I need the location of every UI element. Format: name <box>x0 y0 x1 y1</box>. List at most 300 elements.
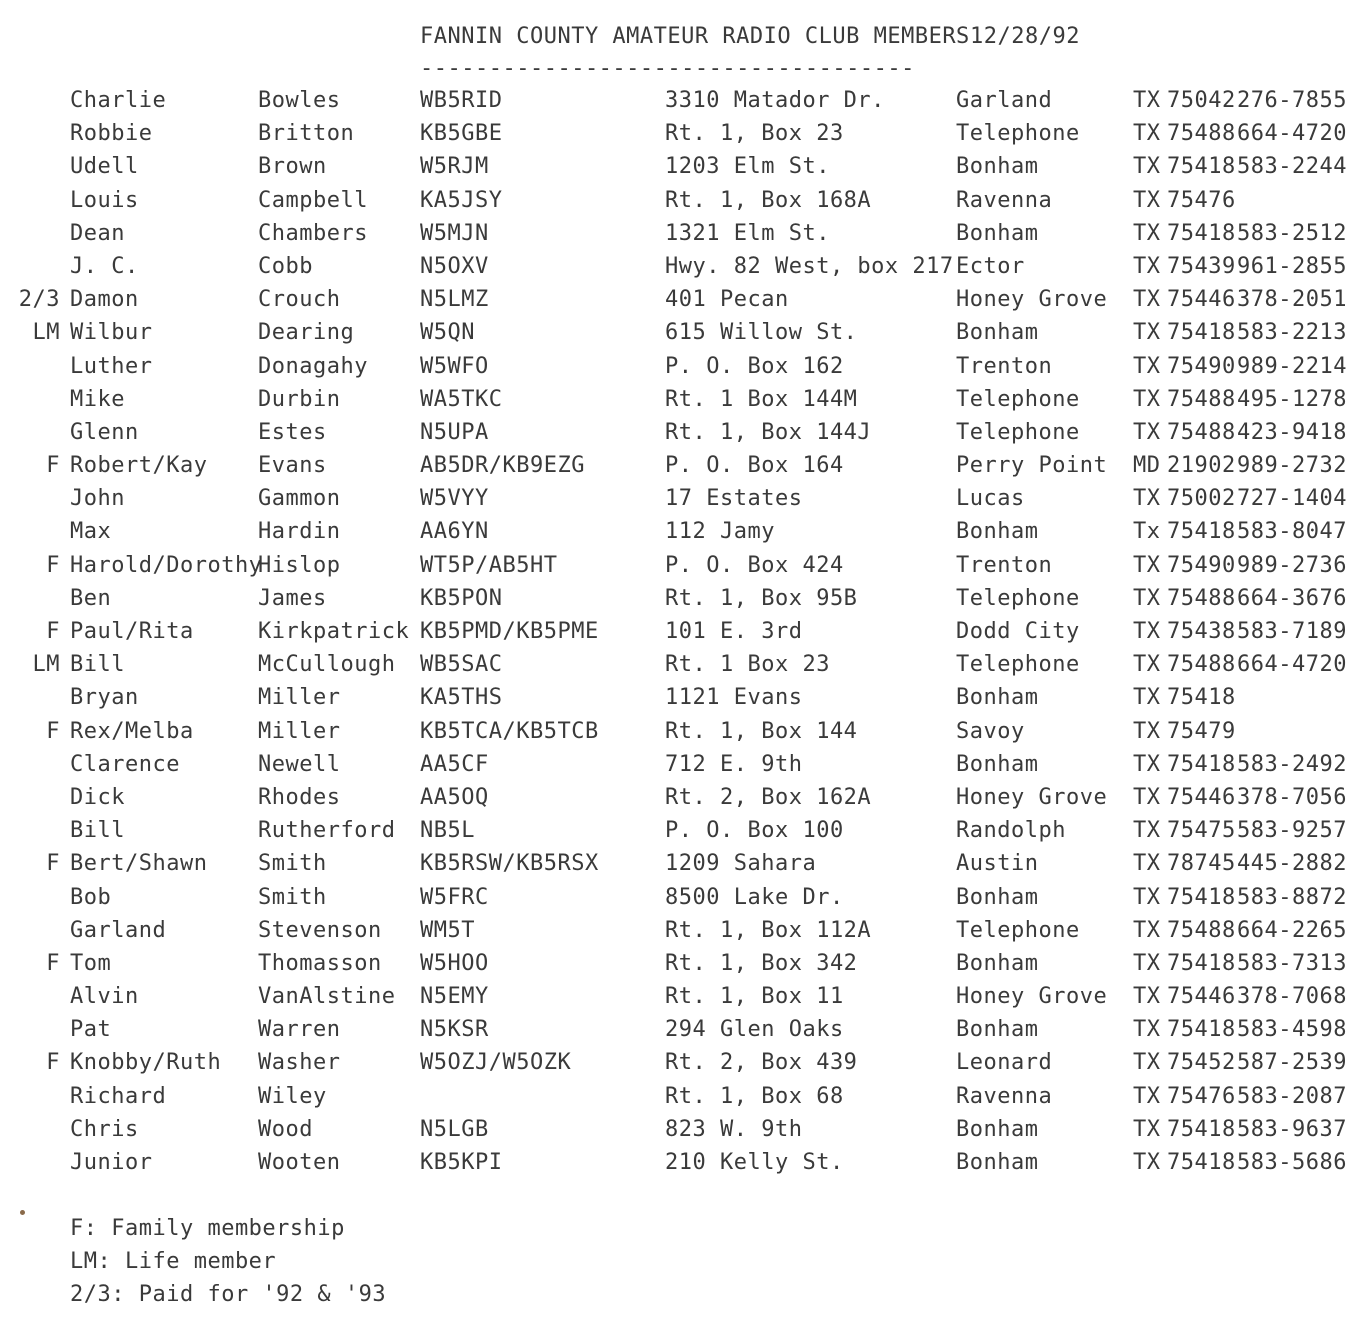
member-zip: 75418 <box>1167 519 1236 545</box>
member-row <box>0 1050 1357 1083</box>
member-callsign: WA5TKC <box>420 386 503 412</box>
member-callsign: AA5CF <box>420 751 489 777</box>
member-city: Bonham <box>956 1017 1039 1043</box>
member-city: Dodd City <box>956 619 1080 644</box>
member-state: TX <box>1133 718 1161 744</box>
member-last-name: Smith <box>258 851 327 877</box>
member-first-name: Glenn <box>70 419 139 445</box>
member-zip: 75446 <box>1167 287 1236 313</box>
member-callsign: WM5T <box>420 917 475 943</box>
member-list <box>0 88 1357 1183</box>
member-city: Garland <box>956 88 1053 113</box>
member-row <box>0 619 1357 652</box>
member-state: TX <box>1133 652 1161 678</box>
member-callsign: W5HOO <box>420 950 489 976</box>
member-zip: 75476 <box>1167 1083 1236 1109</box>
member-state: MD <box>1133 453 1161 479</box>
member-callsign: KB5TCA/KB5TCB <box>420 718 599 744</box>
member-address: P. O. Box 162 <box>665 353 844 379</box>
member-callsign: NB5L <box>420 818 475 844</box>
member-row <box>0 851 1357 884</box>
member-row <box>0 1084 1357 1117</box>
member-phone: 583-8872 <box>1237 884 1347 910</box>
member-code: F <box>46 552 60 578</box>
member-last-name: Hislop <box>258 552 341 578</box>
member-city: Bonham <box>956 154 1039 180</box>
member-zip: 75042 <box>1167 88 1236 113</box>
member-last-name: Campbell <box>258 187 368 213</box>
member-zip: 75488 <box>1167 917 1236 943</box>
member-phone: 378-2051 <box>1237 287 1347 313</box>
legend <box>70 1216 386 1315</box>
member-zip: 75488 <box>1167 121 1236 147</box>
member-phone: 583-5686 <box>1237 1150 1347 1175</box>
member-row <box>0 154 1357 187</box>
member-state: TX <box>1133 1083 1161 1109</box>
member-callsign: KB5GBE <box>420 121 503 147</box>
member-last-name: Rutherford <box>258 818 396 844</box>
member-city: Bonham <box>956 220 1039 246</box>
member-zip: 75488 <box>1167 419 1236 445</box>
member-city: Bonham <box>956 685 1039 711</box>
member-code: F <box>46 1050 60 1076</box>
member-address: 210 Kelly St. <box>665 1150 844 1175</box>
member-first-name: Bill <box>70 652 125 678</box>
member-city: Savoy <box>956 718 1025 744</box>
member-row <box>0 885 1357 918</box>
member-zip: 75490 <box>1167 552 1236 578</box>
member-last-name: Wooten <box>258 1150 341 1175</box>
member-phone: 495-1278 <box>1237 386 1347 412</box>
document-title: FANNIN COUNTY AMATEUR RADIO CLUB MEMBERS <box>420 24 970 49</box>
document-date: 12/28/92 <box>970 24 1080 49</box>
member-first-name: Mike <box>70 386 125 412</box>
member-state: TX <box>1133 287 1161 313</box>
member-first-name: Tom <box>70 950 112 976</box>
legend-paid: 2/3: Paid for '92 & '93 <box>70 1282 387 1307</box>
member-row <box>0 918 1357 951</box>
member-address: Rt. 1, Box 144 <box>665 718 858 744</box>
member-address: 294 Glen Oaks <box>665 1017 844 1043</box>
member-state: TX <box>1133 818 1161 844</box>
member-city: Telephone <box>956 652 1080 678</box>
member-callsign: W5QN <box>420 320 475 346</box>
member-callsign: W5VYY <box>420 486 489 512</box>
member-address: 823 W. 9th <box>665 1116 803 1142</box>
member-zip: 21902 <box>1167 453 1236 479</box>
member-zip: 75479 <box>1167 718 1236 744</box>
member-state: TX <box>1133 220 1161 246</box>
member-city: Bonham <box>956 1116 1039 1142</box>
member-callsign: KB5PMD/KB5PME <box>420 619 599 644</box>
member-phone: 587-2539 <box>1237 1050 1347 1076</box>
member-first-name: Junior <box>70 1150 153 1175</box>
member-phone: 583-2492 <box>1237 751 1347 777</box>
member-last-name: Hardin <box>258 519 341 545</box>
member-first-name: Paul/Rita <box>70 619 194 644</box>
member-first-name: Robert/Kay <box>70 453 208 479</box>
member-callsign: WB5SAC <box>420 652 503 678</box>
member-last-name: James <box>258 585 327 611</box>
member-last-name: Durbin <box>258 386 341 412</box>
member-last-name: Wiley <box>258 1083 327 1109</box>
member-city: Honey Grove <box>956 984 1108 1010</box>
member-state: Tx <box>1133 519 1161 545</box>
member-first-name: Ben <box>70 585 112 611</box>
member-phone: 583-2512 <box>1237 220 1347 246</box>
member-phone: 445-2882 <box>1237 851 1347 877</box>
legend-family: F: Family membership <box>70 1216 345 1241</box>
member-callsign: KB5PON <box>420 585 503 611</box>
member-state: TX <box>1133 1150 1161 1175</box>
member-phone: 583-8047 <box>1237 519 1347 545</box>
member-code: LM <box>32 652 60 678</box>
member-last-name: Donagahy <box>258 353 368 379</box>
member-row <box>0 752 1357 785</box>
member-state: TX <box>1133 486 1161 512</box>
member-city: Leonard <box>956 1050 1053 1076</box>
member-callsign: W5RJM <box>420 154 489 180</box>
member-address: Rt. 1, Box 342 <box>665 950 858 976</box>
member-city: Ravenna <box>956 187 1053 213</box>
member-phone: 583-4598 <box>1237 1017 1347 1043</box>
member-address: Rt. 1 Box 144M <box>665 386 858 412</box>
member-last-name: Brown <box>258 154 327 180</box>
member-row <box>0 1017 1357 1050</box>
member-first-name: Luther <box>70 353 153 379</box>
member-row <box>0 951 1357 984</box>
member-callsign: AA5OQ <box>420 784 489 810</box>
member-state: TX <box>1133 552 1161 578</box>
member-address: 17 Estates <box>665 486 803 512</box>
member-state: TX <box>1133 154 1161 180</box>
member-first-name: Damon <box>70 287 139 313</box>
member-row <box>0 453 1357 486</box>
legend-life-member: LM: Life member <box>70 1249 277 1274</box>
member-state: TX <box>1133 121 1161 147</box>
member-city: Trenton <box>956 552 1053 578</box>
member-callsign: WT5P/AB5HT <box>420 552 558 578</box>
member-row <box>0 88 1357 121</box>
member-address: 712 E. 9th <box>665 751 803 777</box>
member-row <box>0 652 1357 685</box>
member-zip: 75418 <box>1167 1116 1236 1142</box>
member-state: TX <box>1133 253 1161 279</box>
member-zip: 75490 <box>1167 353 1236 379</box>
member-code: LM <box>32 320 60 346</box>
member-last-name: Miller <box>258 685 341 711</box>
member-city: Bonham <box>956 1150 1039 1175</box>
member-address: Rt. 1, Box 11 <box>665 984 844 1010</box>
member-callsign: KA5THS <box>420 685 503 711</box>
member-last-name: Thomasson <box>258 950 382 976</box>
member-address: 615 Willow St. <box>665 320 858 346</box>
member-state: TX <box>1133 419 1161 445</box>
member-phone: 583-2087 <box>1237 1083 1347 1109</box>
member-city: Telephone <box>956 121 1080 147</box>
member-zip: 75418 <box>1167 1017 1236 1043</box>
member-phone: 423-9418 <box>1237 419 1347 445</box>
member-first-name: Bert/Shawn <box>70 851 208 877</box>
member-state: TX <box>1133 585 1161 611</box>
member-city: Ector <box>956 253 1025 279</box>
member-address: 1203 Elm St. <box>665 154 830 180</box>
member-state: TX <box>1133 917 1161 943</box>
paper-speck-mark <box>20 1210 25 1215</box>
member-state: TX <box>1133 619 1161 644</box>
member-zip: 75418 <box>1167 950 1236 976</box>
member-last-name: Stevenson <box>258 917 382 943</box>
member-first-name: Udell <box>70 154 139 180</box>
member-row <box>0 221 1357 254</box>
member-address: Rt. 2, Box 439 <box>665 1050 858 1076</box>
member-city: Trenton <box>956 353 1053 379</box>
member-state: TX <box>1133 320 1161 346</box>
member-last-name: Wood <box>258 1116 313 1142</box>
member-first-name: Dean <box>70 220 125 246</box>
member-last-name: Warren <box>258 1017 341 1043</box>
member-zip: 75418 <box>1167 884 1236 910</box>
member-last-name: Miller <box>258 718 341 744</box>
member-last-name: Estes <box>258 419 327 445</box>
member-city: Austin <box>956 851 1039 877</box>
member-address: 401 Pecan <box>665 287 789 313</box>
member-state: TX <box>1133 1050 1161 1076</box>
member-callsign: W5MJN <box>420 220 489 246</box>
member-state: TX <box>1133 851 1161 877</box>
member-phone: 583-9257 <box>1237 818 1347 844</box>
member-code: F <box>46 950 60 976</box>
member-first-name: Clarence <box>70 751 180 777</box>
member-city: Honey Grove <box>956 287 1108 313</box>
member-address: Rt. 1, Box 112A <box>665 917 872 943</box>
member-row <box>0 354 1357 387</box>
member-address: Rt. 1 Box 23 <box>665 652 830 678</box>
member-code: 2/3 <box>18 287 60 313</box>
member-row <box>0 586 1357 619</box>
member-callsign: N5UPA <box>420 419 489 445</box>
member-first-name: Richard <box>70 1083 167 1109</box>
member-callsign: KB5KPI <box>420 1150 503 1175</box>
member-last-name: Britton <box>258 121 355 147</box>
member-row <box>0 553 1357 586</box>
member-city: Bonham <box>956 751 1039 777</box>
member-state: TX <box>1133 353 1161 379</box>
member-zip: 78745 <box>1167 851 1236 877</box>
member-code: F <box>46 453 60 479</box>
member-callsign: W5FRC <box>420 884 489 910</box>
member-last-name: Rhodes <box>258 784 341 810</box>
member-phone: 583-9637 <box>1237 1116 1347 1142</box>
member-callsign: W5OZJ/W5OZK <box>420 1050 572 1076</box>
member-last-name: Cobb <box>258 253 313 279</box>
member-address: P. O. Box 164 <box>665 453 844 479</box>
member-last-name: Washer <box>258 1050 341 1076</box>
member-first-name: Robbie <box>70 121 153 147</box>
member-phone: 583-2213 <box>1237 320 1347 346</box>
member-row <box>0 188 1357 221</box>
member-zip: 75418 <box>1167 685 1236 711</box>
member-row <box>0 320 1357 353</box>
member-phone: 961-2855 <box>1237 253 1347 279</box>
member-last-name: Crouch <box>258 287 341 313</box>
member-code: F <box>46 718 60 744</box>
member-city: Honey Grove <box>956 784 1108 810</box>
member-first-name: Harold/Dorothy <box>70 552 263 578</box>
member-first-name: Chris <box>70 1116 139 1142</box>
member-city: Lucas <box>956 486 1025 512</box>
member-phone: 378-7056 <box>1237 784 1347 810</box>
member-zip: 75439 <box>1167 253 1236 279</box>
member-first-name: Wilbur <box>70 320 153 346</box>
member-zip: 75488 <box>1167 386 1236 412</box>
member-city: Perry Point <box>956 453 1108 479</box>
member-row <box>0 785 1357 818</box>
member-zip: 75476 <box>1167 187 1236 213</box>
member-first-name: J. C. <box>70 253 139 279</box>
member-address: P. O. Box 100 <box>665 818 844 844</box>
member-state: TX <box>1133 88 1161 113</box>
member-last-name: VanAlstine <box>258 984 396 1010</box>
member-zip: 75488 <box>1167 585 1236 611</box>
member-last-name: Kirkpatrick <box>258 619 410 644</box>
member-zip: 75438 <box>1167 619 1236 644</box>
member-first-name: Knobby/Ruth <box>70 1050 222 1076</box>
member-city: Bonham <box>956 950 1039 976</box>
member-first-name: Dick <box>70 784 125 810</box>
member-zip: 75475 <box>1167 818 1236 844</box>
member-zip: 75446 <box>1167 984 1236 1010</box>
member-callsign: W5WFO <box>420 353 489 379</box>
member-last-name: Gammon <box>258 486 341 512</box>
member-zip: 75002 <box>1167 486 1236 512</box>
member-city: Telephone <box>956 419 1080 445</box>
member-city: Telephone <box>956 917 1080 943</box>
member-city: Bonham <box>956 320 1039 346</box>
member-first-name: Max <box>70 519 112 545</box>
member-phone: 989-2732 <box>1237 453 1347 479</box>
member-phone: 664-4720 <box>1237 121 1347 147</box>
member-row <box>0 1150 1357 1183</box>
member-state: TX <box>1133 884 1161 910</box>
member-last-name: Newell <box>258 751 341 777</box>
member-first-name: Bill <box>70 818 125 844</box>
member-first-name: Louis <box>70 187 139 213</box>
member-address: 101 E. 3rd <box>665 619 803 644</box>
member-first-name: Rex/Melba <box>70 718 194 744</box>
member-last-name: Bowles <box>258 88 341 113</box>
member-callsign: N5KSR <box>420 1017 489 1043</box>
member-zip: 75446 <box>1167 784 1236 810</box>
member-address: Rt. 1, Box 95B <box>665 585 858 611</box>
member-phone: 276-7855 <box>1237 88 1347 113</box>
member-row <box>0 121 1357 154</box>
member-state: TX <box>1133 784 1161 810</box>
member-state: TX <box>1133 1017 1161 1043</box>
member-state: TX <box>1133 386 1161 412</box>
member-state: TX <box>1133 685 1161 711</box>
member-row <box>0 984 1357 1017</box>
member-address: P. O. Box 424 <box>665 552 844 578</box>
member-callsign: KA5JSY <box>420 187 503 213</box>
member-last-name: McCullough <box>258 652 396 678</box>
member-city: Telephone <box>956 585 1080 611</box>
member-last-name: Evans <box>258 453 327 479</box>
member-phone: 727-1404 <box>1237 486 1347 512</box>
member-phone: 583-7313 <box>1237 950 1347 976</box>
member-city: Ravenna <box>956 1083 1053 1109</box>
member-city: Bonham <box>956 519 1039 545</box>
member-row <box>0 1117 1357 1150</box>
member-callsign: AA6YN <box>420 519 489 545</box>
member-address: Hwy. 82 West, box 217 <box>665 253 954 279</box>
member-row <box>0 287 1357 320</box>
member-address: 1121 Evans <box>665 685 803 711</box>
member-city: Telephone <box>956 386 1080 412</box>
member-city: Bonham <box>956 884 1039 910</box>
member-code: F <box>46 619 60 644</box>
member-zip: 75418 <box>1167 220 1236 246</box>
member-row <box>0 420 1357 453</box>
member-phone: 664-4720 <box>1237 652 1347 678</box>
member-row <box>0 486 1357 519</box>
member-code: F <box>46 851 60 877</box>
member-phone: 583-2244 <box>1237 154 1347 180</box>
member-phone: 664-2265 <box>1237 917 1347 943</box>
member-last-name: Chambers <box>258 220 368 246</box>
member-phone: 989-2214 <box>1237 353 1347 379</box>
member-state: TX <box>1133 984 1161 1010</box>
member-address: Rt. 1, Box 68 <box>665 1083 844 1109</box>
member-address: Rt. 1, Box 144J <box>665 419 872 445</box>
member-address: Rt. 1, Box 23 <box>665 121 844 147</box>
member-phone: 664-3676 <box>1237 585 1347 611</box>
member-callsign: KB5RSW/KB5RSX <box>420 851 599 877</box>
member-address: 8500 Lake Dr. <box>665 884 844 910</box>
member-zip: 75418 <box>1167 751 1236 777</box>
member-first-name: Bob <box>70 884 112 910</box>
member-zip: 75418 <box>1167 320 1236 346</box>
title-underline: ------------------------------------ <box>420 56 915 81</box>
member-first-name: John <box>70 486 125 512</box>
member-first-name: Pat <box>70 1017 112 1043</box>
member-zip: 75418 <box>1167 1150 1236 1175</box>
member-address: 112 Jamy <box>665 519 775 545</box>
member-zip: 75418 <box>1167 154 1236 180</box>
member-zip: 75452 <box>1167 1050 1236 1076</box>
member-phone: 378-7068 <box>1237 984 1347 1010</box>
member-callsign: WB5RID <box>420 88 503 113</box>
member-callsign: N5LGB <box>420 1116 489 1142</box>
member-address: Rt. 2, Box 162A <box>665 784 872 810</box>
member-address: 1209 Sahara <box>665 851 817 877</box>
member-address: 1321 Elm St. <box>665 220 830 246</box>
member-address: Rt. 1, Box 168A <box>665 187 872 213</box>
member-zip: 75488 <box>1167 652 1236 678</box>
member-first-name: Bryan <box>70 685 139 711</box>
member-row <box>0 254 1357 287</box>
member-callsign: N5EMY <box>420 984 489 1010</box>
member-state: TX <box>1133 950 1161 976</box>
member-row <box>0 387 1357 420</box>
member-first-name: Alvin <box>70 984 139 1010</box>
member-phone: 583-7189 <box>1237 619 1347 644</box>
member-city: Randolph <box>956 818 1066 844</box>
member-state: TX <box>1133 751 1161 777</box>
member-first-name: Charlie <box>70 88 167 113</box>
member-last-name: Dearing <box>258 320 355 346</box>
member-callsign: N5LMZ <box>420 287 489 313</box>
